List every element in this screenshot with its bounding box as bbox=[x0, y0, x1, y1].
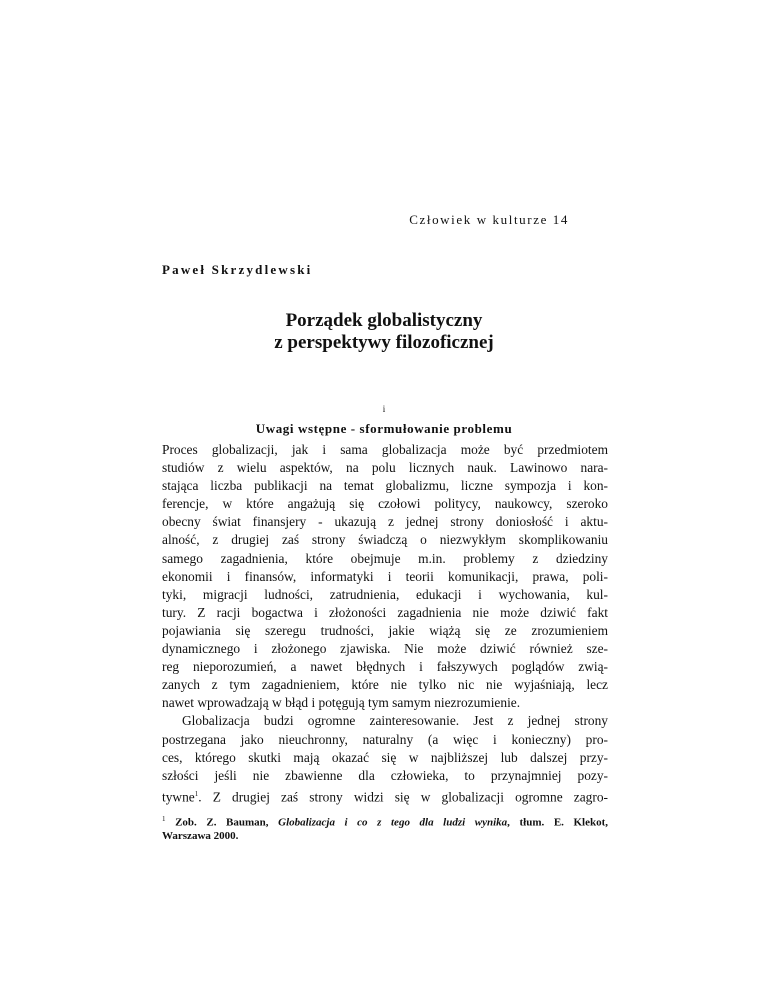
text-line: Proces globalizacji, jak i sama globalizacja może być przedmiotem bbox=[162, 442, 608, 457]
text-line: nawet wprowadzają w błąd i potęgują tym samym niezrozumienie. bbox=[162, 695, 521, 711]
text-line: ces, którego skutki mają okazać się w najbliższej lub dalszej przy- bbox=[162, 749, 608, 765]
footnote-mark: 1 bbox=[162, 815, 166, 823]
article-title bbox=[0, 310, 768, 354]
text-line: samego zagadnienia, które obejmuje m.in. problemy z dziedziny bbox=[162, 550, 608, 566]
text-line: dynamicznego i złożonego zjawiska. Nie może dziwić również sze- bbox=[162, 641, 608, 657]
author-name: Paweł Skrzydlewski bbox=[162, 262, 313, 277]
text-line: Globalizacja budzi ogromne zainteresowanie. Jest z jednej strony bbox=[182, 713, 608, 729]
text-line: postrzegana jako nieuchronny, naturalny (a więc i konieczny) pro- bbox=[162, 731, 608, 747]
text-line: ferencje, w które angażują się czołowi politycy, naukowcy, szeroko bbox=[162, 496, 608, 512]
footnote-text: , tłum. E. Klekot, bbox=[507, 816, 609, 829]
text-line: reg nieporozumień, a nawet błędnych i fałszywych poglądów zwią- bbox=[162, 659, 608, 675]
text-line: tyki, migracji ludności, zatrudnienia, edukacji i wychowania, kul- bbox=[162, 586, 608, 602]
text-line: pojawiania się szeregu trudności, jakie wiążą się ze zrozumieniem bbox=[162, 622, 608, 638]
text-line: studiów z wielu aspektów, na polu licznych nauk. Lawinowo nara- bbox=[162, 460, 608, 476]
text-line: alność, z drugiej zaś strony świadczą o niezwykłym skomplikowaniu bbox=[162, 532, 608, 548]
text-line: tury. Z racji bogactwa i złożoności zagadnienia nie może dziwić fakt bbox=[162, 604, 608, 620]
text-line: obecny świat finansjery - ukazują z jednej strony doniosłość i aktu- bbox=[162, 514, 608, 530]
title-line-2: z perspektywy filozoficznej bbox=[274, 332, 494, 353]
footnote-line: Warszawa 2000. bbox=[162, 830, 239, 842]
section-heading: Uwagi wstępne - sformułowanie problemu bbox=[255, 421, 513, 436]
text-line-with-footnote bbox=[162, 785, 608, 803]
text-line: ekonomii i finansów, informatyki i teorii komunikacji, prawa, poli- bbox=[162, 568, 608, 584]
footnote-line bbox=[162, 811, 608, 828]
running-head: Człowiek w kulturze 14 bbox=[409, 212, 569, 227]
text-line: szłości jeśli nie zbawienne dla człowieka, to przynajmniej pozy- bbox=[162, 767, 608, 783]
footnote bbox=[162, 811, 608, 845]
text-fragment: . Z drugiej zaś strony widzi się w globalizacji ogromne zagro- bbox=[198, 789, 608, 805]
title-line-1: Porządek globalistyczny bbox=[285, 310, 483, 331]
text-fragment: tywne bbox=[162, 789, 195, 805]
section-number: i bbox=[382, 404, 386, 414]
text-line: stająca liczba publikacji na temat globalizmu, liczne sympozja i kon- bbox=[162, 478, 608, 494]
text-line: zanych z tym zagadnieniem, które nie tylko nic nie wyjaśniają, lecz bbox=[162, 677, 608, 693]
footnote-text: Zob. Z. Bauman, bbox=[175, 816, 279, 829]
footnote-book-title: Globalizacja i co z tego dla ludzi wynika bbox=[278, 816, 508, 829]
body-text bbox=[162, 441, 608, 803]
footnote-reference[interactable]: 1 bbox=[194, 789, 199, 798]
